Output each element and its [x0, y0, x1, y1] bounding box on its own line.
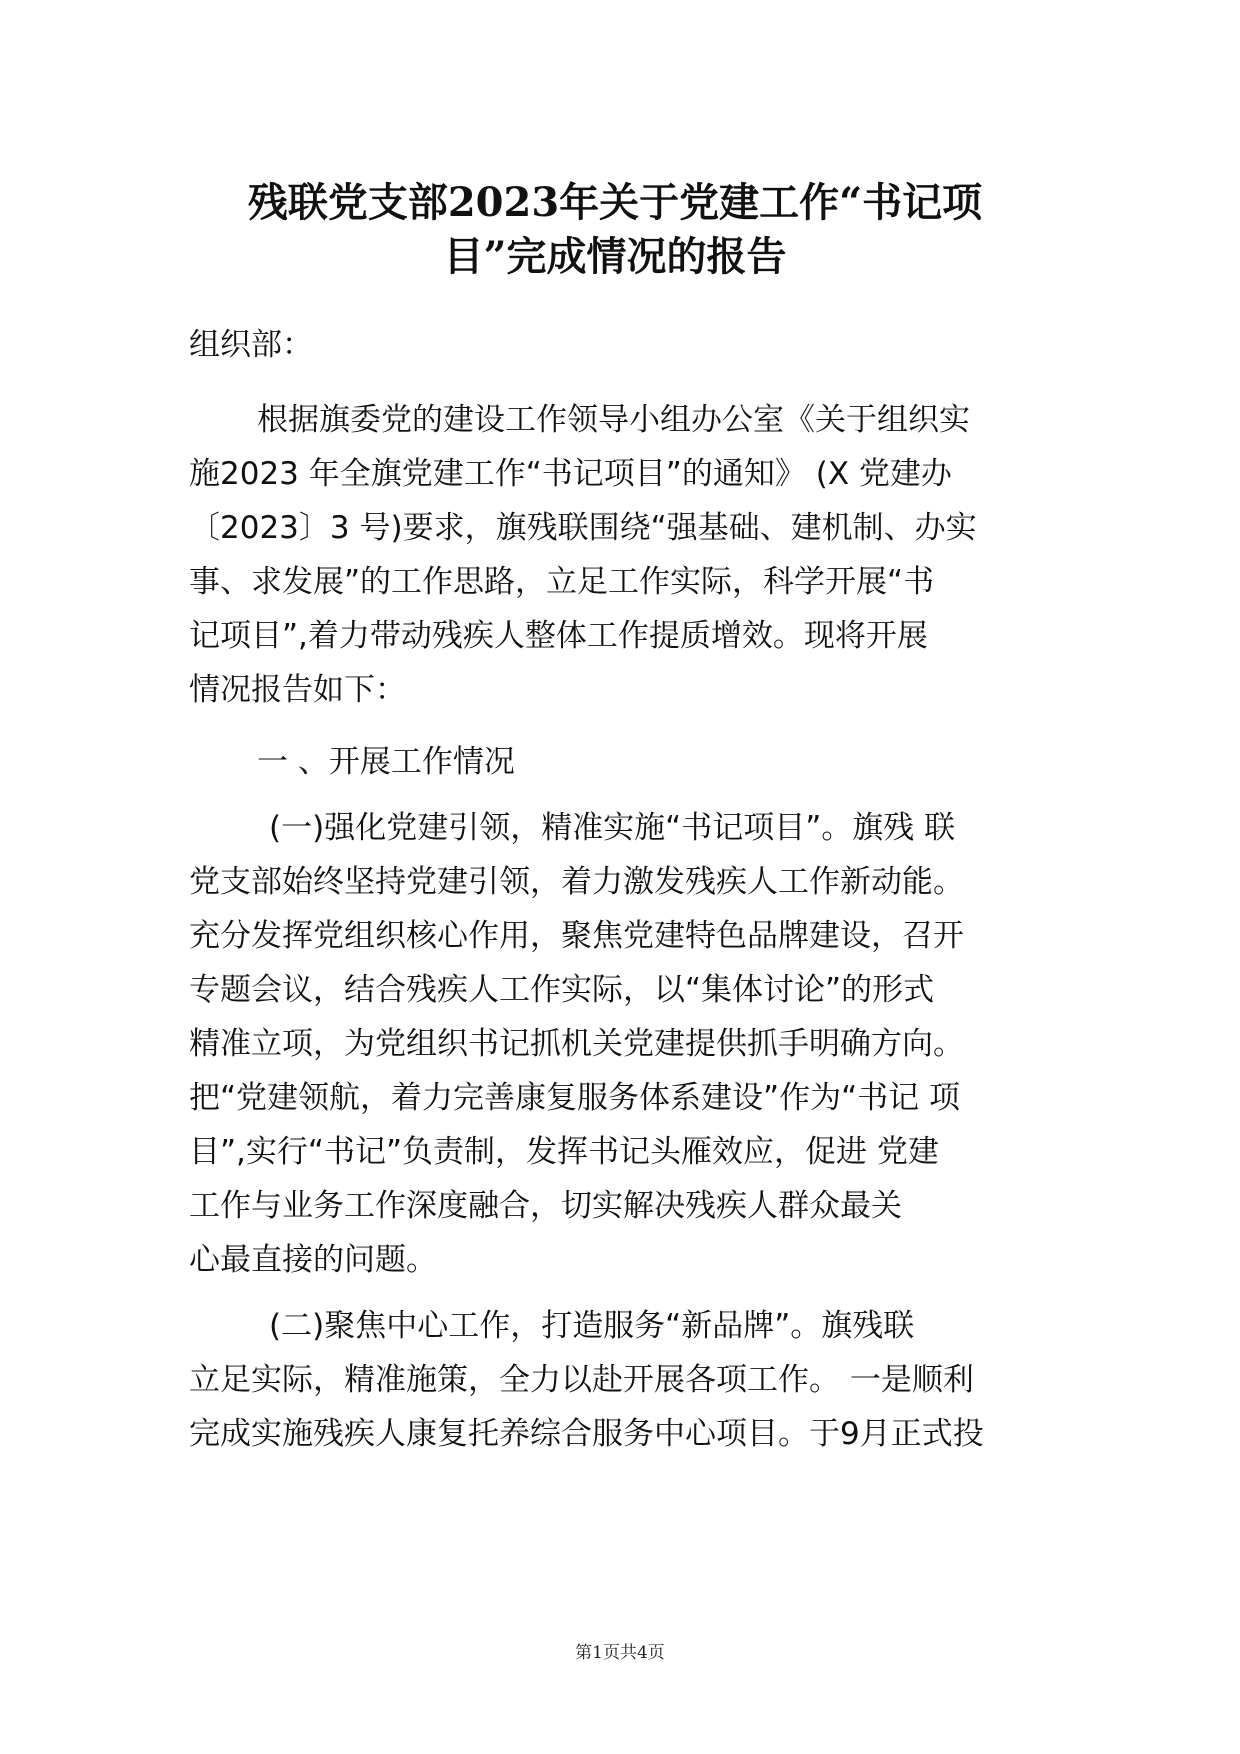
subsection-paragraph-2	[189, 1299, 1069, 1461]
section-heading	[189, 735, 1069, 789]
paragraph-line: 〔2023〕3 号)要求，旗残联围绕“强基础、建机制、办实	[189, 510, 977, 546]
page-footer	[0, 1638, 1240, 1663]
subsection-paragraph-1	[189, 801, 1069, 1287]
paragraph-line: 根据旗委党的建设工作领导小组办公室《关于组织实	[257, 402, 970, 438]
paragraph-line: 事、求发展”的工作思路，立足工作实际，科学开展“书	[189, 564, 935, 600]
paragraph-line: 施2023 年全旗党建工作“书记项目”的通知》 (X 党建办	[189, 456, 952, 492]
paragraph-line: 目”,实行“书记”负责制，发挥书记头雁效应，促进 党建	[189, 1134, 939, 1170]
salutation	[189, 318, 1069, 372]
title-line: 残联党支部2023年关于党建工作“书记项	[247, 179, 983, 226]
paragraph-line: 心最直接的问题。	[189, 1242, 437, 1278]
paragraph-line: 专题会议，结合残疾人工作实际，以“集体讨论”的形式	[189, 972, 935, 1008]
paragraph-line: 党支部始终坚持党建引领，着力激发残疾人工作新动能。	[189, 864, 964, 900]
paragraph-line: 记项目”,着力带动残疾人整体工作提质增效。现将开展	[189, 618, 928, 654]
paragraph-line: 精准立项，为党组织书记抓机关党建提供抓手明确方向。	[189, 1026, 964, 1062]
paragraph-line: 完成实施残疾人康复托养综合服务中心项目。于9月正式投	[189, 1416, 984, 1452]
paragraph-line: (二)聚焦中心工作，打造服务“新品牌”。旗残联	[269, 1308, 915, 1344]
document-title	[150, 176, 1080, 284]
paragraph-line: 立足实际，精准施策，全力以赴开展各项工作。 一是顺利	[189, 1362, 974, 1398]
paragraph-line: 情况报告如下：	[189, 672, 406, 708]
intro-paragraph	[189, 393, 1069, 717]
section-heading-text: 一 、开展工作情况	[257, 744, 515, 780]
paragraph-line: 充分发挥党组织核心作用，聚焦党建特色品牌建设，召开	[189, 918, 964, 954]
paragraph-line: (一)强化党建引领，精准实施“书记项目”。旗残 联	[269, 810, 956, 846]
paragraph-line: 工作与业务工作深度融合，切实解决残疾人群众最关	[189, 1188, 902, 1224]
salutation-text: 组织部：	[189, 327, 313, 363]
paragraph-line: 把“党建领航，着力完善康复服务体系建设”作为“书记 项	[189, 1080, 961, 1116]
page-number: 第1页共4页	[575, 1643, 665, 1663]
title-line: 目”完成情况的报告	[443, 233, 787, 280]
